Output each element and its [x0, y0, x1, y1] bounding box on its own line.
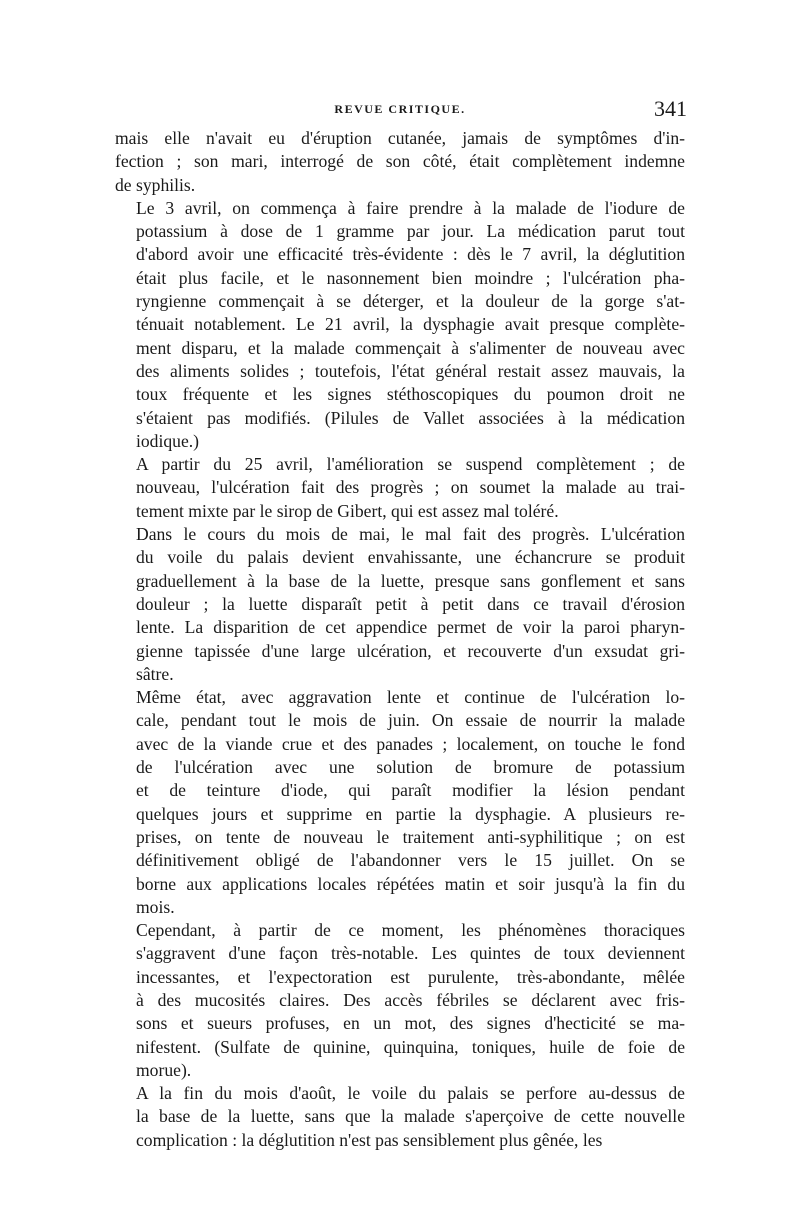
text-line: lente. La disparition de cet appendice permet de voir la paroi pharyn- — [136, 617, 685, 638]
paragraph — [115, 523, 685, 686]
text-line: était plus facile, et le nasonnement bien moindre ; l'ulcération pha- — [136, 267, 685, 288]
text-line: Cependant, à partir de ce moment, les phénomènes thoraciques — [136, 920, 685, 941]
text-line: incessantes, et l'expectoration est purulente, très-abondante, mêlée — [136, 966, 685, 987]
text-line: potassium à dose de 1 gramme par jour. La médication parut tout — [136, 221, 685, 242]
text-line: douleur ; la luette disparaît petit à petit dans ce travail d'érosion — [136, 593, 685, 614]
text-line: sâtre. — [136, 663, 174, 684]
text-line: avec de la viande crue et des panades ; localement, on touche le fond — [136, 733, 685, 754]
paragraph — [115, 1082, 685, 1152]
running-head — [115, 98, 685, 122]
text-line: la base de la luette, sans que la malade s'aperçoive de cette nouvelle — [136, 1106, 685, 1127]
paragraph — [115, 686, 685, 919]
text-line: toux fréquente et les signes stéthoscopiques du poumon droit ne — [136, 384, 685, 405]
text-line: de l'ulcération avec une solution de bromure de potassium — [136, 757, 685, 778]
text-line: mais elle n'avait eu d'éruption cutanée, jamais de symptômes d'in- — [115, 128, 685, 148]
text-line: mois. — [136, 896, 175, 917]
text-line: borne aux applications locales répétées matin et soir jusqu'à la fin du — [136, 873, 685, 894]
text-line: s'aggravent d'une façon très-notable. Les quintes de toux deviennent — [136, 943, 685, 964]
text-line: de syphilis. — [115, 174, 196, 195]
text-line: complication : la déglutition n'est pas sensiblement plus gênée, les — [136, 1129, 603, 1150]
text-line: morue). — [136, 1059, 192, 1080]
running-title: REVUE CRITIQUE. — [334, 102, 466, 116]
text-line: des aliments solides ; toutefois, l'état général restait assez mauvais, la — [136, 360, 685, 381]
page-number: 341 — [654, 96, 687, 121]
text-line: du voile du palais devient envahissante, une échancrure se produit — [136, 547, 685, 568]
text-line: tement mixte par le sirop de Gibert, qui est assez mal toléré. — [136, 500, 559, 521]
text-line: sons et sueurs profuses, en un mot, des signes d'hecticité se ma- — [136, 1013, 685, 1034]
text-line: et de teinture d'iode, qui paraît modifier la lésion pendant — [136, 780, 685, 801]
body-text — [115, 127, 685, 1152]
text-line: gienne tapissée d'une large ulcération, et recouverte d'un exsudat gri- — [136, 640, 685, 661]
text-line: cale, pendant tout le mois de juin. On essaie de nourrir la malade — [136, 710, 685, 731]
text-line: Le 3 avril, on commença à faire prendre à la malade de l'iodure de — [136, 197, 685, 218]
text-line: ténuait notablement. Le 21 avril, la dysphagie avait presque complète- — [136, 314, 685, 335]
text-line: graduellement à la base de la luette, presque sans gonflement et sans — [136, 570, 685, 591]
text-line: nifestent. (Sulfate de quinine, quinquina, toniques, huile de foie de — [136, 1036, 685, 1057]
text-line: Même état, avec aggravation lente et continue de l'ulcération lo- — [136, 687, 685, 708]
text-line: ryngienne commençait à se déterger, et la douleur de la gorge s'at- — [136, 291, 685, 312]
text-line: iodique.) — [136, 430, 200, 451]
text-line: à des mucosités claires. Des accès fébriles se déclarent avec fris- — [136, 989, 685, 1010]
text-line: A partir du 25 avril, l'amélioration se suspend complètement ; de — [136, 454, 685, 475]
text-line: fection ; son mari, interrogé de son côté, était complètement indemne — [115, 151, 685, 172]
paragraph — [115, 127, 685, 197]
text-line: ment disparu, et la malade commençait à s'alimenter de nouveau avec — [136, 337, 685, 358]
text-line: nouveau, l'ulcération fait des progrès ; on soumet la malade au trai- — [136, 477, 685, 498]
paragraph — [115, 197, 685, 453]
paragraph — [115, 453, 685, 523]
text-line: définitivement obligé de l'abandonner vers le 15 juillet. On se — [136, 850, 685, 871]
text-line: d'abord avoir une efficacité très-évidente : dès le 7 avril, la déglutition — [136, 244, 685, 265]
text-line: prises, on tente de nouveau le traitement anti-syphilitique ; on est — [136, 826, 685, 847]
paragraph — [115, 919, 685, 1082]
text-line: quelques jours et supprime en partie la dysphagie. A plusieurs re- — [136, 803, 685, 824]
text-line: Dans le cours du mois de mai, le mal fait des progrès. L'ulcération — [136, 524, 685, 545]
text-line: A la fin du mois d'août, le voile du palais se perfore au-dessus de — [136, 1083, 685, 1104]
text-line: s'étaient pas modifiés. (Pilules de Vallet associées à la médication — [136, 407, 685, 428]
